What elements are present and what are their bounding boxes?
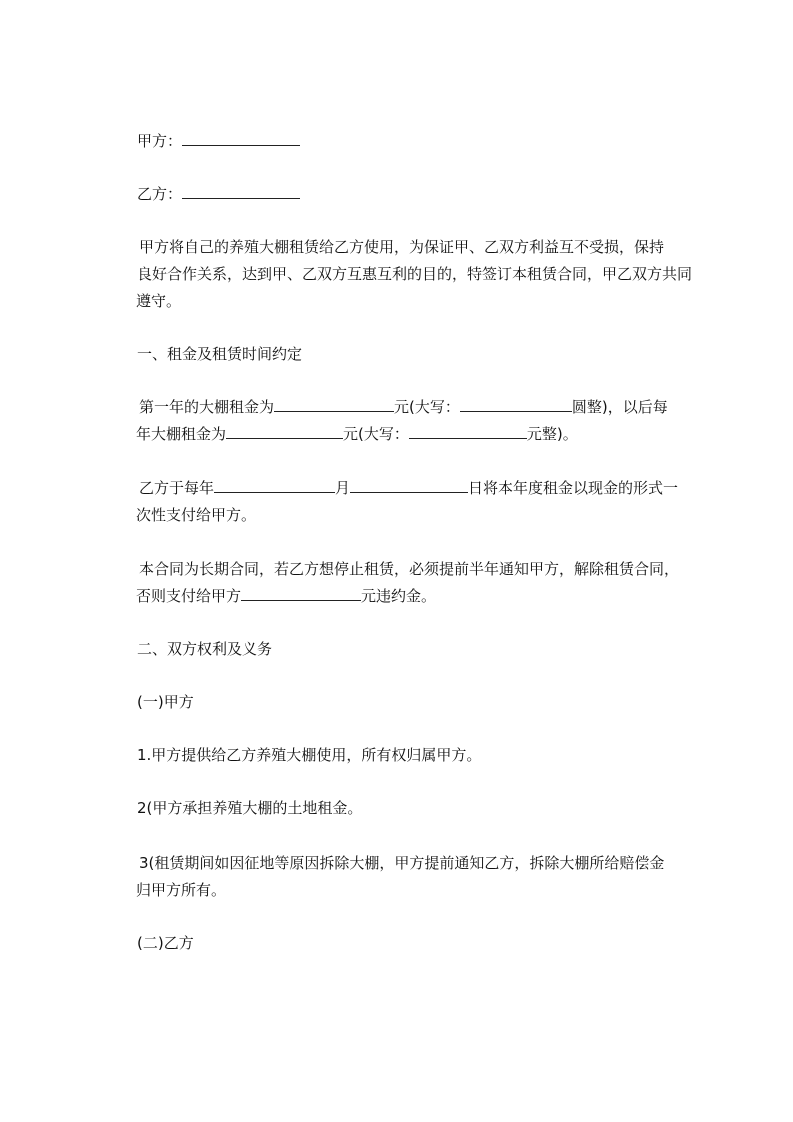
- rent-yuanzheng-end-label: 元整)。: [526, 425, 578, 443]
- rent-later-yuan-label: 元(大写：: [343, 425, 409, 443]
- rent-first-year-label: 第一年的大棚租金为: [139, 398, 275, 416]
- payment-day-label: 日将本年度租金以现金的形式一: [468, 479, 679, 497]
- rent-yuan-label: 元(大写：: [394, 398, 460, 416]
- payment-month-label: 月: [335, 479, 351, 497]
- term-penalty-suffix: 元违约金。: [361, 587, 437, 605]
- a-item-3-line-1: 3(租赁期间如因征地等原因拆除大棚，甲方提前通知乙方，拆除大棚所给赔偿金: [139, 854, 665, 872]
- rent-later-years-uppercase-blank[interactable]: [409, 424, 527, 439]
- payment-day-blank[interactable]: [350, 478, 468, 493]
- intro-line-2: 良好合作关系，达到甲、乙双方互惠互利的目的，特签订本租赁合同，甲乙双方共同: [137, 265, 693, 283]
- intro-line-1: 甲方将自己的养殖大棚租赁给乙方使用，为保证甲、乙双方利益互不受损，保持: [139, 238, 665, 256]
- rent-first-year-amount-blank[interactable]: [274, 397, 394, 412]
- party-a-label: 甲方：: [137, 132, 183, 150]
- party-a-blank[interactable]: [182, 131, 300, 146]
- a-item-1: 1.甲方提供给乙方养殖大棚使用，所有权归属甲方。: [137, 746, 482, 764]
- party-a-line: [137, 131, 300, 151]
- rent-yuanzheng-label: 圆整)，以后每: [571, 398, 668, 416]
- rent-line-2: [136, 424, 578, 444]
- term-line-1: 本合同为长期合同，若乙方想停止租赁，必须提前半年通知甲方，解除租赁合同，: [139, 560, 680, 578]
- term-penalty-blank[interactable]: [241, 586, 361, 601]
- payment-line-2: 次性支付给甲方。: [136, 506, 257, 524]
- rent-later-years-amount-blank[interactable]: [226, 424, 343, 439]
- party-b-line: [137, 184, 300, 204]
- rent-first-year-uppercase-blank[interactable]: [460, 397, 572, 412]
- section1-title: 一、租金及租赁时间约定: [137, 345, 303, 363]
- payment-each-year-label: 乙方于每年: [139, 479, 215, 497]
- term-penalty-label: 否则支付给甲方: [136, 587, 242, 605]
- term-line-2: [136, 586, 436, 606]
- party-b-blank[interactable]: [182, 184, 300, 199]
- section2-title: 二、双方权利及义务: [137, 640, 273, 658]
- rent-later-years-label: 年大棚租金为: [136, 425, 227, 443]
- a-item-2: 2(甲方承担养殖大棚的土地租金。: [137, 799, 363, 817]
- a-item-3-line-2: 归甲方所有。: [136, 881, 227, 899]
- payment-month-blank[interactable]: [214, 478, 335, 493]
- rent-line-1: [139, 397, 668, 417]
- party-b-label: 乙方：: [137, 185, 183, 203]
- intro-line-3: 遵守。: [136, 292, 182, 310]
- payment-line-1: [139, 478, 678, 498]
- sub-a-title: (一)甲方: [137, 693, 194, 711]
- sub-b-title: (二)乙方: [137, 934, 194, 952]
